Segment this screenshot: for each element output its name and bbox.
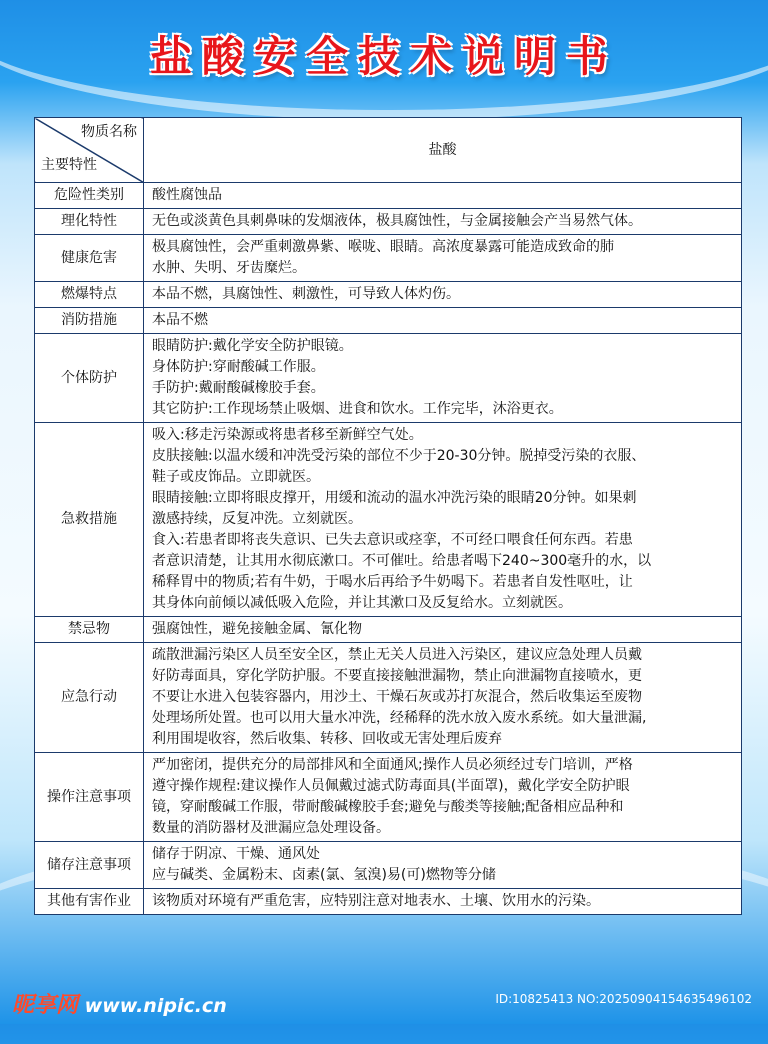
content-line: 本品不燃，具腐蚀性、刺激性，可导致人体灼伤。	[152, 286, 460, 302]
substance-name-label: 物质名称	[81, 124, 137, 140]
watermark-brand	[12, 988, 227, 1019]
content-line: 眼睛接触:立即将眼皮撑开，用缓和流动的温水冲洗污染的眼睛20分钟。如果刺	[152, 490, 637, 506]
content-line: 手防护:戴耐酸碱橡胶手套。	[152, 380, 325, 396]
row-content	[144, 282, 742, 308]
row-label: 急救措施	[35, 423, 144, 617]
content-line: 其身体向前倾以减低吸入危险，并让其漱口及反复给水。立刻就医。	[152, 595, 572, 611]
row-label: 健康危害	[35, 235, 144, 282]
content-line: 储存于阴凉、干燥、通风处	[152, 846, 320, 862]
content-line: 数量的消防器材及泄漏应急处理设备。	[152, 820, 390, 836]
image-id-text: ID:10825413 NO:20250904154635496102	[495, 992, 752, 1006]
content-line: 酸性腐蚀品	[152, 187, 222, 203]
page-title: 盐酸安全技术说明书	[149, 32, 618, 81]
content-line: 极具腐蚀性，会严重刺激鼻紫、喉咙、眼睛。高浓度暴露可能造成致命的肺	[152, 239, 614, 255]
table-row	[35, 183, 742, 209]
content-line: 好防毒面具，穿化学防护服。不要直接接触泄漏物，禁止向泄漏物直接喷水，更	[152, 668, 642, 684]
row-label: 个体防护	[35, 334, 144, 423]
row-content	[144, 423, 742, 617]
content-line: 身体防护:穿耐酸碱工作服。	[152, 359, 325, 375]
table-row	[35, 209, 742, 235]
content-line: 严加密闭，提供充分的局部排风和全面通风;操作人员必须经过专门培训，严格	[152, 757, 633, 773]
table-row	[35, 334, 742, 423]
table-row	[35, 282, 742, 308]
content-line: 强腐蚀性，避免接触金属、氰化物	[152, 621, 362, 637]
table-row	[35, 423, 742, 617]
content-line: 激感持续，反复冲洗。立刻就医。	[152, 511, 362, 527]
row-label: 应急行动	[35, 643, 144, 753]
content-line: 吸入:移走污染源或将患者移至新鲜空气处。	[152, 427, 423, 443]
table-header-row	[35, 118, 742, 183]
content-line: 无色或淡黄色具刺鼻味的发烟液体，极具腐蚀性，与金属接触会产当易然气体。	[152, 213, 642, 229]
table-row	[35, 643, 742, 753]
content-line: 眼睛防护:戴化学安全防护眼镜。	[152, 338, 353, 354]
content-line: 不要让水进入包装容器内，用沙土、干燥石灰或苏打灰混合，然后收集运至废物	[152, 689, 642, 705]
row-label: 消防措施	[35, 308, 144, 334]
table-row	[35, 753, 742, 842]
content-line: 稀释胃中的物质;若有牛奶，于喝水后再给予牛奶喝下。若患者自发性呕吐，让	[152, 574, 633, 590]
row-content	[144, 842, 742, 889]
content-line: 疏散泄漏污染区人员至安全区，禁止无关人员进入污染区，建议应急处理人员戴	[152, 647, 642, 663]
content-line: 其它防护:工作现场禁止吸烟、进食和饮水。工作完毕，沐浴更衣。	[152, 401, 563, 417]
brand-name: 昵享网	[12, 993, 79, 1018]
content-line: 皮肤接触:以温水缓和冲洗受污染的部位不少于20-30分钟。脱掉受污染的衣服、	[152, 448, 646, 464]
substance-name-value: 盐酸	[144, 118, 742, 183]
content-line: 遵守操作规程:建议操作人员佩戴过滤式防毒面具(半面罩)，戴化学安全防护眼	[152, 778, 630, 794]
row-content	[144, 889, 742, 915]
row-content	[144, 308, 742, 334]
diagonal-header-cell	[35, 118, 144, 183]
main-properties-label: 主要特性	[41, 157, 97, 173]
content-line: 本品不燃	[152, 312, 208, 328]
content-line: 该物质对环境有严重危害，应特别注意对地表水、土壤、饮用水的污染。	[152, 893, 600, 909]
table-row	[35, 889, 742, 915]
content-line: 镜，穿耐酸碱工作服，带耐酸碱橡胶手套;避免与酸类等接触;配备相应品种和	[152, 799, 624, 815]
table-row	[35, 617, 742, 643]
content-line: 利用围堤收容，然后收集、转移、回收或无害处理后废弃	[152, 731, 502, 747]
row-label: 禁忌物	[35, 617, 144, 643]
row-label: 操作注意事项	[35, 753, 144, 842]
brand-site: www.nipic.cn	[84, 995, 227, 1017]
row-content	[144, 334, 742, 423]
row-label: 危险性类别	[35, 183, 144, 209]
content-line: 水肿、失明、牙齿糜烂。	[152, 260, 306, 276]
row-label: 其他有害作业	[35, 889, 144, 915]
table-row	[35, 842, 742, 889]
table-row	[35, 235, 742, 282]
content-line: 处理场所处置。也可以用大量水冲洗，经稀释的洗水放入废水系统。如大量泄漏,	[152, 710, 647, 726]
row-content	[144, 209, 742, 235]
table-row	[35, 308, 742, 334]
row-content	[144, 753, 742, 842]
content-line: 食入:若患者即将丧失意识、已失去意识或痉挛，不可经口喂食任何东西。若患	[152, 532, 633, 548]
content-line: 应与碱类、金属粉末、卤素(氯、氢溴)易(可)燃物等分储	[152, 867, 496, 883]
content-line: 鞋子或皮饰品。立即就医。	[152, 469, 320, 485]
row-content	[144, 235, 742, 282]
content-line: 者意识清楚，让其用水彻底漱口。不可催吐。给患者喝下240~300毫升的水，以	[152, 553, 652, 569]
row-content	[144, 183, 742, 209]
row-content	[144, 617, 742, 643]
row-content	[144, 643, 742, 753]
row-label: 储存注意事项	[35, 842, 144, 889]
row-label: 燃爆特点	[35, 282, 144, 308]
row-label: 理化特性	[35, 209, 144, 235]
safety-table	[34, 117, 742, 915]
